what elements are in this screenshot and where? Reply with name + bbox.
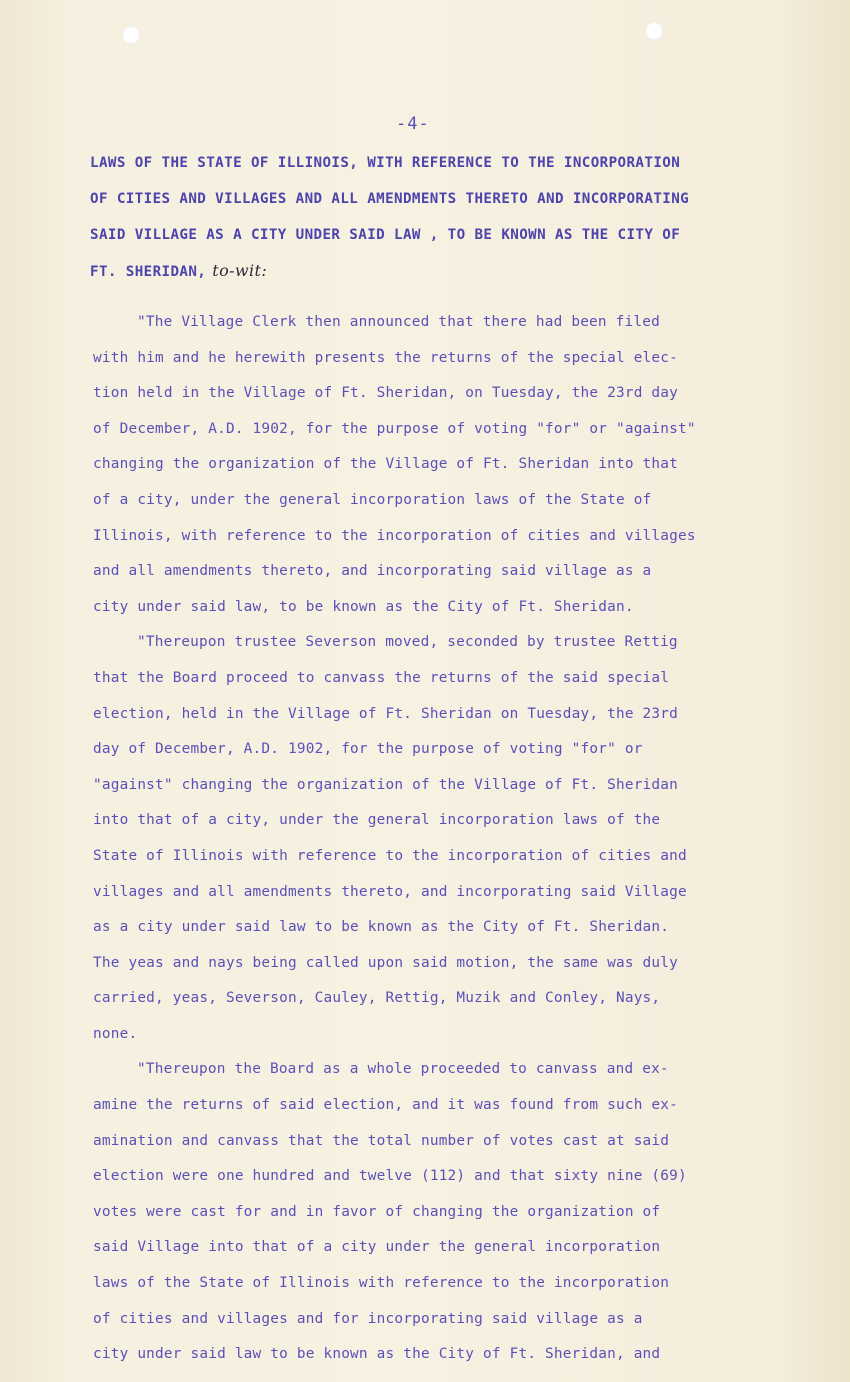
body-line: said Village into that of a city under the general incorporation [93,1239,661,1256]
body-line: as a city under said law to be known as the City of Ft. Sheridan. [93,919,670,936]
body-line: of a city, under the general incorporation laws of the State of [93,491,652,508]
document-body [93,305,828,1373]
body-line: "against" changing the organization of the Village of Ft. Sheridan [93,776,679,793]
body-line: of cities and villages and for incorporating said village as a [93,1310,643,1327]
binder-hole-left [122,26,140,44]
heading-line-text: FT. SHERIDAN, [90,264,207,280]
body-line: that the Board proceed to canvass the returns of the said special [93,669,670,686]
page-number: -4- [396,114,430,134]
body-line: amine the returns of said election, and it was found from such ex- [93,1097,679,1114]
body-line: and all amendments thereto, and incorporating said village as a [93,563,652,580]
body-line: into that of a city, under the general incorporation laws of the [93,812,661,829]
body-line: city under said law to be known as the City of Ft. Sheridan, and [93,1346,661,1363]
body-line: city under said law, to be known as the City of Ft. Sheridan. [93,598,634,615]
body-line: "Thereupon the Board as a whole proceeded to canvass and ex- [137,1061,669,1078]
body-line: laws of the State of Illinois with reference to the incorporation [93,1275,670,1292]
body-line: carried, yeas, Severson, Cauley, Rettig, Muzik and Conley, Nays, [93,990,661,1007]
document-heading [90,145,820,290]
body-line: election, held in the Village of Ft. Sheridan on Tuesday, the 23rd [93,705,679,722]
body-line: of December, A.D. 1902, for the purpose of voting "for" or "against" [93,420,696,437]
body-line: tion held in the Village of Ft. Sheridan, on Tuesday, the 23rd day [93,385,679,402]
body-line: votes were cast for and in favor of changing the organization of [93,1203,661,1220]
body-line: "Thereupon trustee Severson moved, seconded by trustee Rettig [137,634,678,651]
body-line: with him and he herewith presents the returns of the special elec- [93,349,679,366]
body-line: day of December, A.D. 1902, for the purpose of voting "for" or [93,741,643,758]
body-line: State of Illinois with reference to the incorporation of cities and [93,847,687,864]
handwritten-note: to-wit: [212,261,268,280]
body-line: villages and all amendments thereto, and incorporating said Village [93,883,687,900]
heading-line: SAID VILLAGE AS A CITY UNDER SAID LAW , TO BE KNOWN AS THE CITY OF [90,227,681,243]
body-line: election were one hundred and twelve (112) and that sixty nine (69) [93,1168,687,1185]
binder-hole-right [645,22,663,40]
body-line: none. [93,1025,138,1042]
heading-line: LAWS OF THE STATE OF ILLINOIS, WITH REFERENCE TO THE INCORPORATION [90,155,681,171]
heading-line: OF CITIES AND VILLAGES AND ALL AMENDMENTS THERETO AND INCORPORATING [90,191,690,207]
body-line: changing the organization of the Village of Ft. Sheridan into that [93,456,679,473]
body-line: Illinois, with reference to the incorporation of cities and villages [93,527,696,544]
body-line: amination and canvass that the total number of votes cast at said [93,1132,670,1149]
body-line: The yeas and nays being called upon said motion, the same was duly [93,954,679,971]
heading-line-last [90,253,820,290]
body-line: "The Village Clerk then announced that there had been filed [137,314,660,330]
